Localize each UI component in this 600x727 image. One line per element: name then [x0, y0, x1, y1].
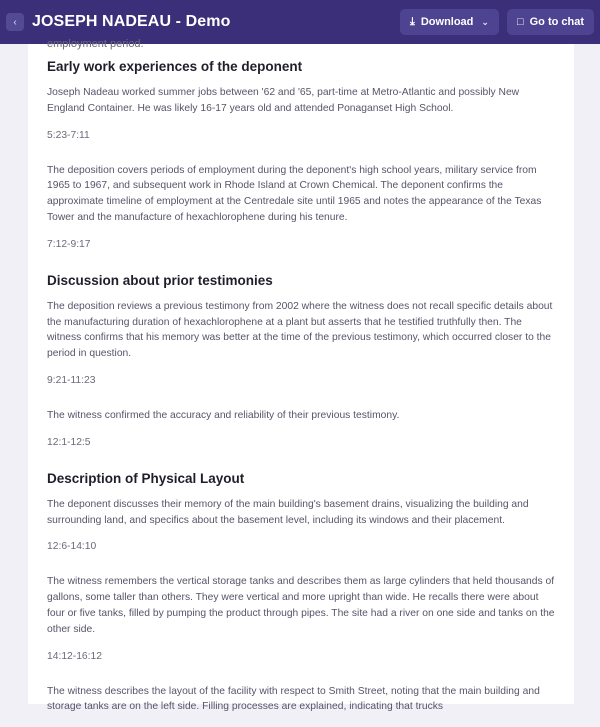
- page-line-reference[interactable]: 9:21-11:23: [47, 374, 96, 386]
- download-icon: ⤓: [409, 15, 415, 28]
- page-line-reference[interactable]: 7:12-9:17: [47, 238, 91, 250]
- summary-paragraph: The deponent discusses their memory of the main building's basement drains, visualizing the building and surrounding land, and specifics about the basement level, including its windows and their placement.: [47, 498, 529, 526]
- section-heading: Description of Physical Layout: [47, 470, 245, 486]
- section-heading: Early work experiences of the deponent: [47, 59, 303, 74]
- summary-paragraph: The witness describes the layout of the facility with respect to Smith Street, noting that the main building and storage tanks are on the left side. Filling processes are explained, indicating that trucks: [47, 685, 540, 713]
- summary-paragraph: The deposition reviews a previous testimony from 2002 where the witness does not recall specific details about the manufacturing duration of hexachlorophene at a plant but asserts that he testified truthfully then. The witness confirms that his memory was better at the time of the previous testimony, which occurred closer to the period in question.: [47, 300, 553, 360]
- page-title: JOSEPH NADEAU - Demo: [32, 13, 231, 30]
- summary-paragraph: The witness remembers the vertical storage tanks and describes them as large cylinders that held thousands of gallons, some taller than others. They were vertical and more upright than wide. He recalls there were about four or five tanks, filled by pumping the product through pipes. The site had a river on one side and tanks on the other side.: [47, 576, 555, 635]
- summary-panel: [28, 38, 574, 713]
- page-line-reference[interactable]: 12:1-12:5: [47, 436, 91, 448]
- page-line-reference[interactable]: 5:23-7:11: [47, 129, 90, 141]
- clipped-text: employment period.: [47, 38, 144, 50]
- download-button[interactable]: [400, 9, 499, 35]
- go-to-chat-label: Go to chat: [529, 16, 584, 28]
- summary-paragraph: The deposition covers periods of employment during the deponent's high school years, military service from 1965 to 1967, and subsequent work in Rhode Island at Crown Chemical. The deponent confirms the approximate timeline of employment at the Centredale site until 1965 and notes the appearance of the Texas Tower and the manufacture of hexachlorophene during his tenure.: [47, 164, 542, 223]
- summary-paragraph: Joseph Nadeau worked summer jobs between '62 and '65, part-time at Metro-Atlantic and possibly New England Container. He was likely 16-17 years old and attended Ponaganset High School.: [47, 87, 520, 114]
- page-line-reference[interactable]: 14:12-16:12: [47, 650, 102, 662]
- section-heading: Discussion about prior testimonies: [47, 272, 273, 288]
- summary-paragraph: The witness confirmed the accuracy and reliability of their previous testimony.: [47, 409, 400, 421]
- summary-content: [47, 58, 557, 727]
- chevron-down-icon: ⌄: [481, 16, 489, 27]
- download-label: Download: [420, 16, 474, 28]
- go-to-chat-button[interactable]: [507, 9, 594, 35]
- chevron-left-icon: ‹: [13, 16, 17, 28]
- page-line-reference[interactable]: 12:6-14:10: [47, 541, 97, 553]
- chat-icon: □: [516, 16, 524, 28]
- back-button[interactable]: [6, 13, 24, 31]
